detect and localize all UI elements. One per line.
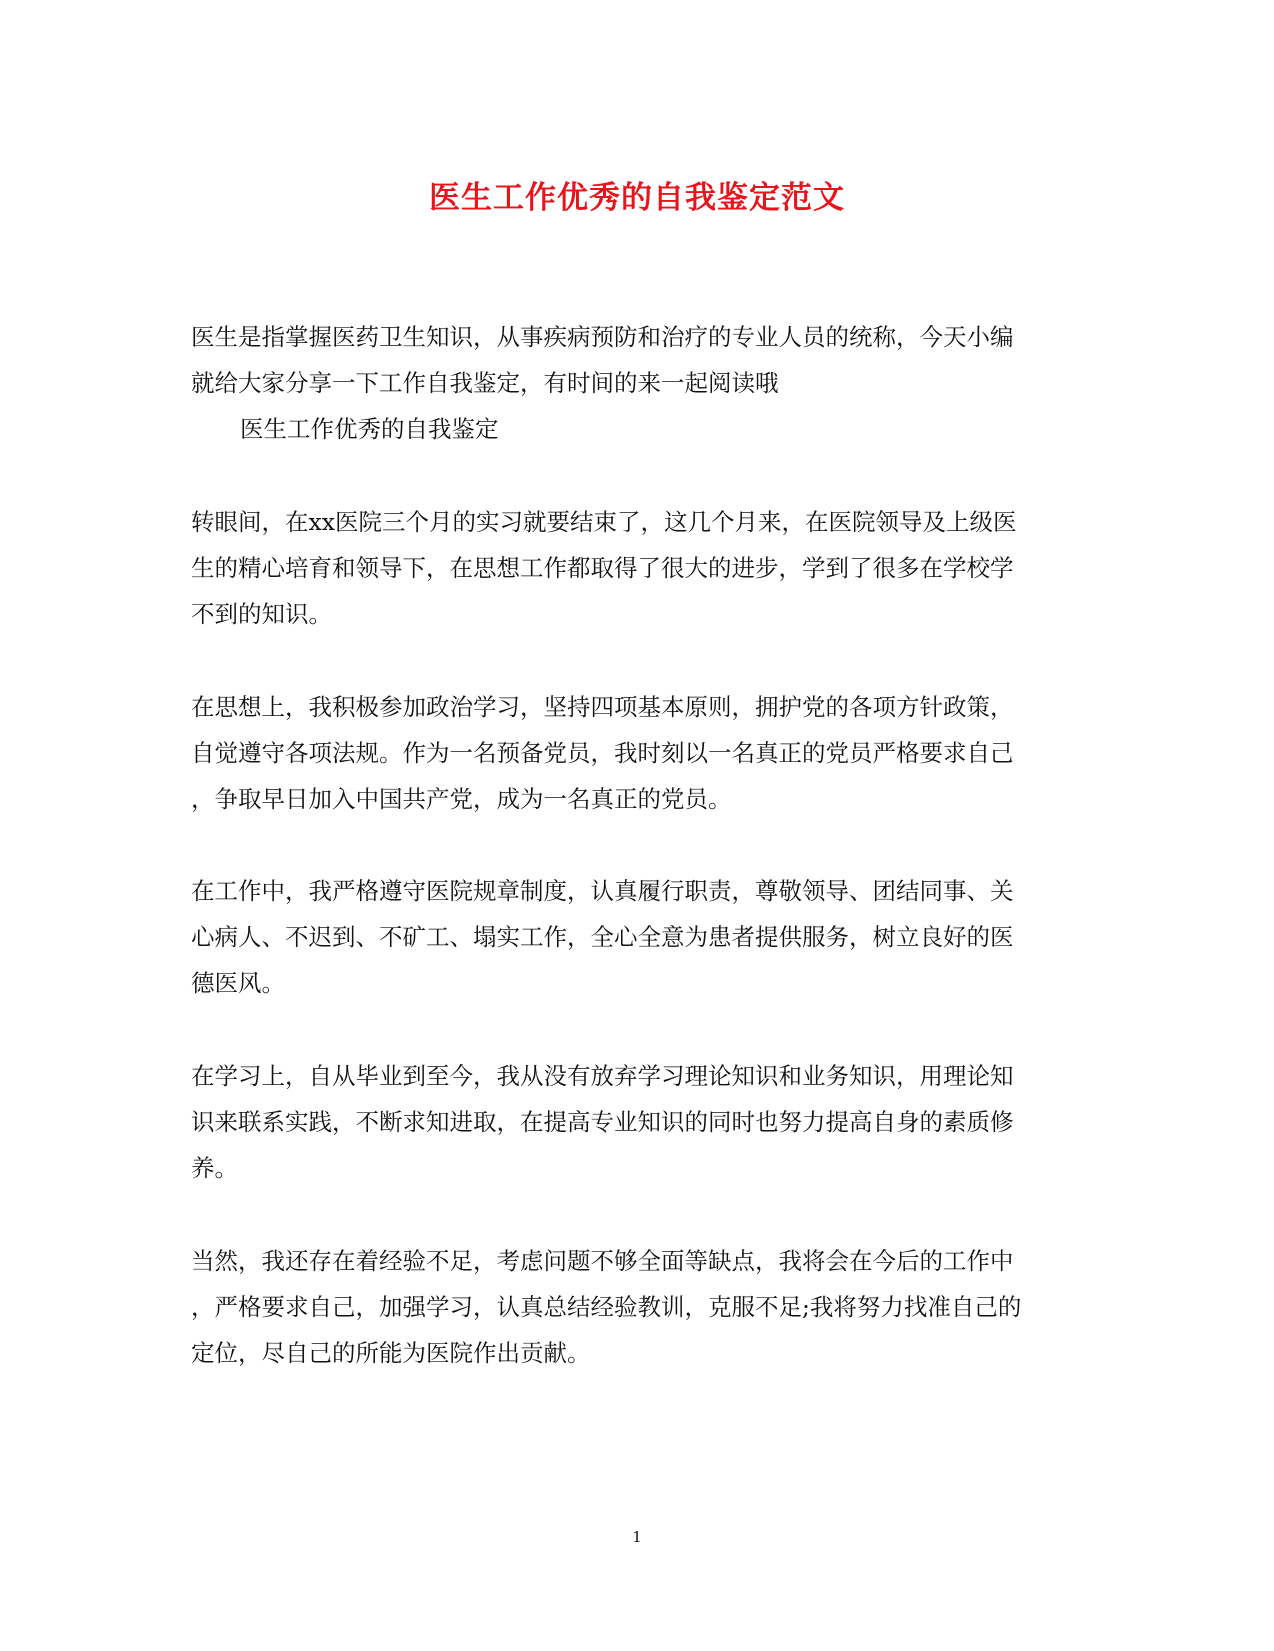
paragraph-line: 在学习上，自从毕业到至今，我从没有放弃学习理论知识和业务知识，用理论知 [191, 1062, 1014, 1090]
paragraph-line: 德医风。 [191, 969, 285, 997]
paragraph-line: 生的精心培育和领导下，在思想工作都取得了很大的进步，学到了很多在学校学 [191, 554, 1014, 582]
paragraph-line: 在工作中，我严格遵守医院规章制度，认真履行职责，尊敬领导、团结同事、关 [191, 877, 1014, 905]
intro-line: 就给大家分享一下工作自我鉴定，有时间的来一起阅读哦 [191, 369, 779, 397]
paragraph-line: 转眼间，在xx医院三个月的实习就要结束了，这几个月来，在医院领导及上级医 [191, 508, 1017, 536]
paragraph-line: 不到的知识。 [191, 600, 332, 628]
paragraph-line: 自觉遵守各项法规。作为一名预备党员，我时刻以一名真正的党员严格要求自己 [191, 739, 1014, 767]
page-number: 1 [632, 1528, 642, 1546]
paragraph-line: 心病人、不迟到、不矿工、塌实工作，全心全意为患者提供服务，树立良好的医 [191, 923, 1014, 951]
document-title: 医生工作优秀的自我鉴定范文 [429, 180, 845, 216]
paragraph-line: ，严格要求自己，加强学习，认真总结经验教训，克服不足;我将努力找准自己的 [191, 1293, 1022, 1321]
section-subtitle: 医生工作优秀的自我鉴定 [240, 415, 499, 443]
paragraph-line: 养。 [191, 1154, 238, 1182]
paragraph-line: 当然，我还存在着经验不足，考虑问题不够全面等缺点，我将会在今后的工作中 [191, 1247, 1014, 1275]
paragraph-line: 识来联系实践，不断求知进取，在提高专业知识的同时也努力提高自身的素质修 [191, 1108, 1014, 1136]
paragraph-line: ，争取早日加入中国共产党，成为一名真正的党员。 [191, 785, 732, 813]
paragraph-line: 在思想上，我积极参加政治学习，坚持四项基本原则，拥护党的各项方针政策， [191, 693, 1014, 721]
intro-line: 医生是指掌握医药卫生知识，从事疾病预防和治疗的专业人员的统称，今天小编 [191, 323, 1014, 351]
paragraph-line: 定位，尽自己的所能为医院作出贡献。 [191, 1339, 591, 1367]
